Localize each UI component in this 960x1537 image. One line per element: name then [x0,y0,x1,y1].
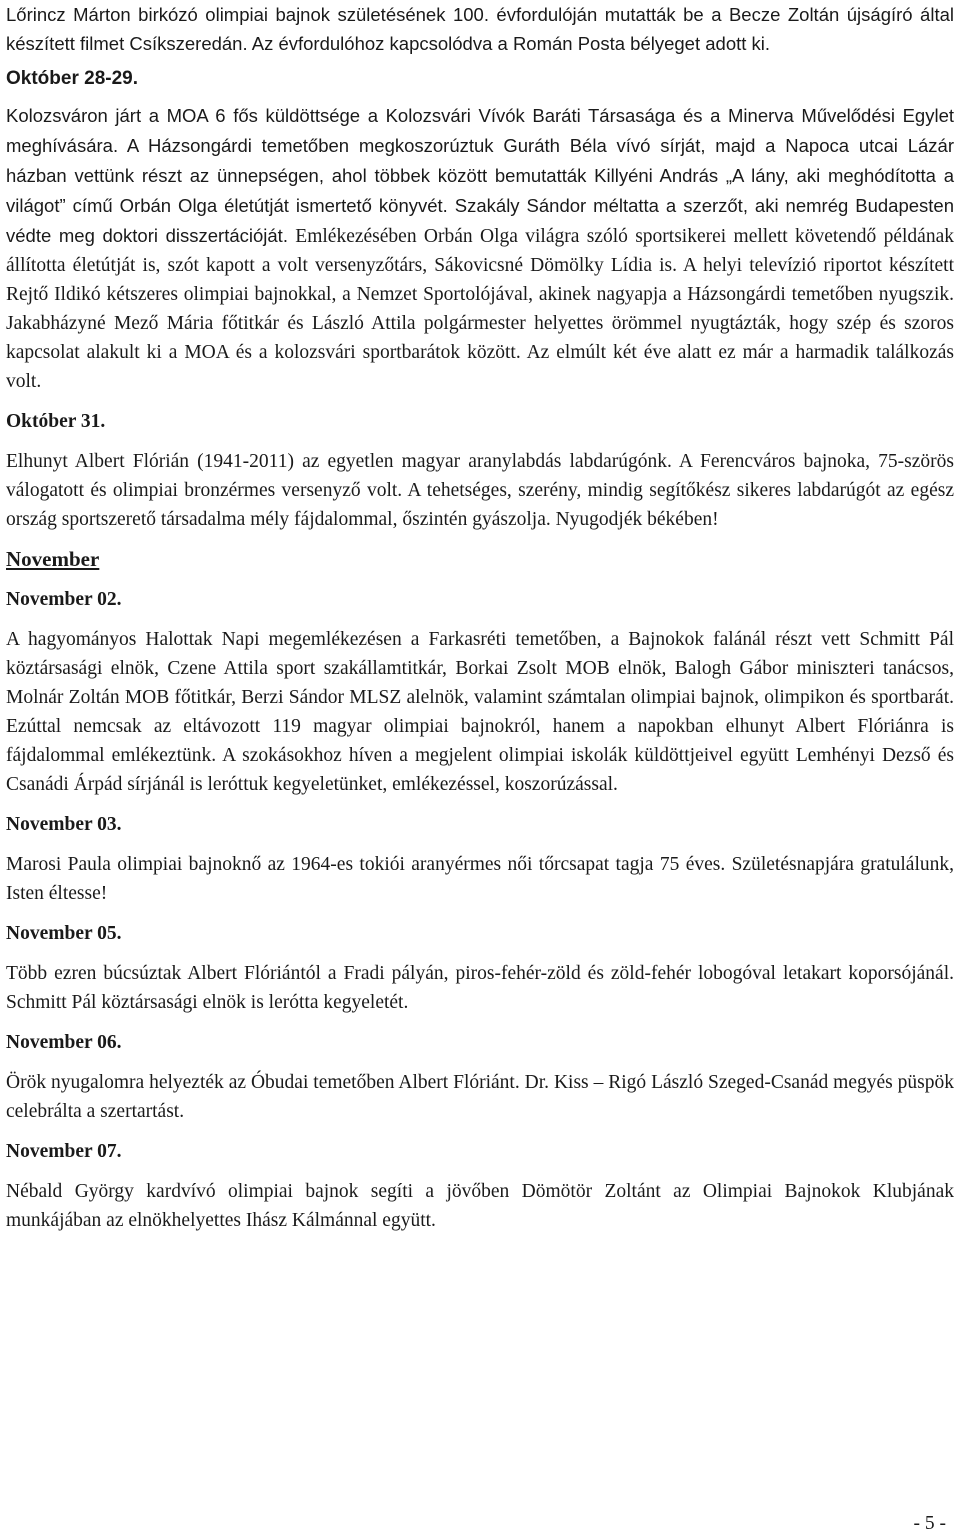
spacer [6,396,954,407]
spacer [6,1017,954,1028]
paragraph-october-31: Elhunyt Albert Flórián (1941-2011) az egyetlen magyar aranylabdás labdarúgónk. A Ferencváros bajnoka, 75-szörös válogatott és olimpiai bronzérmes versenyző volt. A tehetséges, szerény, mindig segítőkész sikeres labdarúgót az egész ország sportszerető társadalma mély fájdalommal, őszintén gyászolja. Nyugodjék békében! [6,451,954,530]
paragraph-october-28-29 [6,101,954,396]
heading-november-06: November 06. [6,1032,122,1053]
heading-november-05: November 05. [6,923,122,944]
paragraph-november-06: Örök nyugalomra helyezték az Óbudai temetőben Albert Flóriánt. Dr. Kiss – Rigó László Szeged-Csanád megyés püspök celebrálta a szertartást. [6,1072,954,1122]
spacer [6,574,954,585]
heading-november-02: November 02. [6,589,122,610]
paragraph-november-03: Marosi Paula olimpiai bajnoknő az 1964-es tokiói aranyérmes női tőrcsapat tagja 75 éves. Születésnapjára gratulálunk, Isten éltesse! [6,854,954,904]
heading-november-03: November 03. [6,814,122,835]
spacer [6,1126,954,1137]
spacer [6,1057,954,1068]
orban-olga-sentence: Emlékezésében Orbán Olga világra szóló sportsikerei mellett követendő példának állította életútját is, szót kapott a volt versenyzőtárs, Sákovicsné Dömölky Lídia is. [6,226,954,276]
intro-paragraph: Lőrincz Márton birkózó olimpiai bajnok születésének 100. évfordulóján mutatták be a Becze Zoltán újságíró által készített filmet Csíkszeredán. Az évfordulóhoz kapcsolódva a Román Posta bélyeget adott ki. [6,4,954,54]
heading-october-28-29: Október 28-29. [6,68,138,89]
paragraph-november-02: A hagyományos Halottak Napi megemlékezésen a Farkasréti temetőben, a Bajnokok falánál részt vett Schmitt Pál köztársasági elnök, Czene Attila sport szakállamtitkár, Borkai Zsolt MOB elnök, Balogh Gábor miniszteri tanácsos, Molnár Zoltán MOB főtitkár, Berzi Sándor MLSZ alelnök, valamint számtalan olimpiai bajnok, olimpikon és sportbarát. Ezúttal nemcsak az eltávozott 119 magyar olimpiai bajnokról, hanem a napokban elhunyt Albert Flóriánra is fájdalommal emlékeztünk. A szokásokhoz híven a megjelent olimpiai iskolák küldöttjeivel együtt Lemhényi Dezső és Csanádi Árpád sírjánál is leróttuk kegyeletünket, emlékezéssel, koszorúzással. [6,629,954,795]
heading-october-31: Október 31. [6,411,106,432]
document-page [6,0,954,1235]
hazsongard-sentences: A Házsongárdi temetőben megkoszorúztuk Guráth Béla vívó sírját, majd a Napoca utcai Lázár házban vettünk részt az ünnepségen, ahol többek között bemutatták Killyéni András „A lány, aki meghódította a világot” című Orbán Olga életútját ismertető könyvét. Szakály Sándor méltatta a szerzőt, aki nemrég Budapesten védte meg doktori disszertációját. [6,135,954,246]
spacer [6,799,954,810]
spacer [6,1166,954,1177]
spacer [6,436,954,447]
page-number: - 5 - [913,1513,946,1534]
paragraph-november-05: Több ezren búcsúztak Albert Flóriántól a Fradi pályán, piros-fehér-zöld és zöld-fehér lobogóval letakart koporsójánál. Schmitt Pál köztársasági elnök is lerótta kegyeletét. [6,963,954,1013]
kolozsvar-sentence: Kolozsváron járt a MOA 6 fős küldöttsége a Kolozsvári Vívók Baráti Társasága és a Minerva Művelődési Egylet meghívására. [6,105,954,156]
month-heading-november: November [6,547,100,571]
television-sentences: A helyi televízió riportot készített Rejtő Ildikó kétszeres olimpiai bajnokkal, a Nemzet Sportolójával, akinek nagyapja a Házsongárdi temetőben nyugszik. Jakabházyné Mező Mária főtitkár és László Attila polgármester helyettes örömmel nyugtázták, hogy szép és szoros kapcsolat alakult ki a MOA és a kolozsvári sportbarátok között. Az elmúlt két éve alatt ez már a harmadik találkozás volt. [6,255,954,392]
heading-november-07: November 07. [6,1141,122,1162]
spacer [6,908,954,919]
spacer [6,93,954,101]
spacer [6,839,954,850]
spacer [6,614,954,625]
paragraph-november-07: Nébald György kardvívó olimpiai bajnok segíti a jövőben Dömötör Zoltánt az Olimpiai Bajnokok Klubjának munkájában az elnökhelyettes Ihász Kálmánnal együtt. [6,1181,954,1231]
spacer [6,534,954,545]
spacer [6,948,954,959]
